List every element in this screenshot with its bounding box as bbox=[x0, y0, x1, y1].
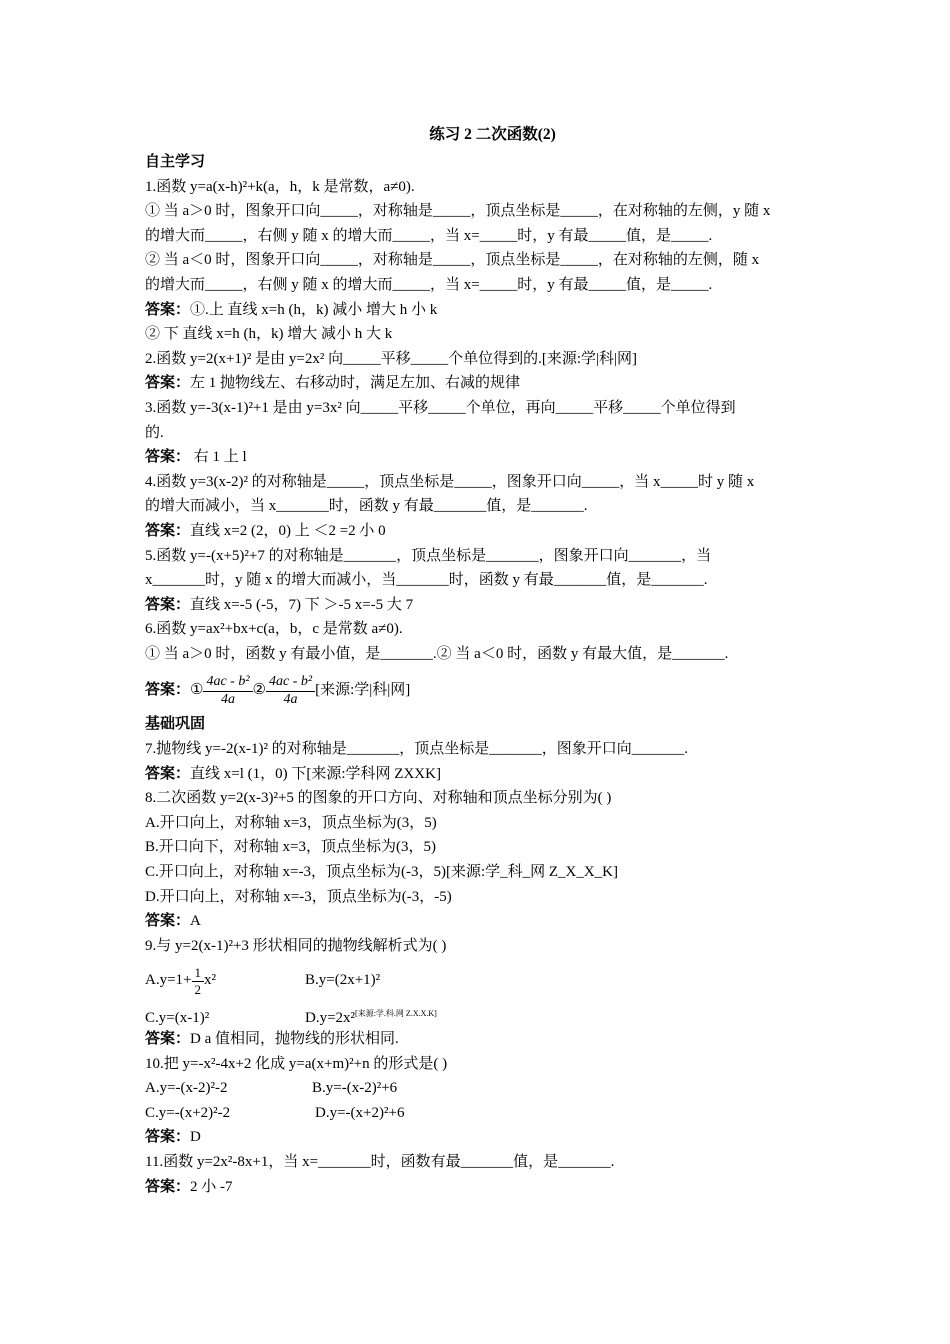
q10-options-cd bbox=[145, 1101, 810, 1126]
q1-case2-line1: ② 当 a＜0 时，图象开口向_____，对称轴是_____，顶点坐标是_____，在对称轴的左侧，随 x bbox=[145, 252, 760, 269]
answer-text: 直线 x=2 (2，0) 上 ＜2 =2 小 0 bbox=[190, 522, 386, 539]
q9-option-d: D.y=2x² bbox=[305, 1010, 356, 1027]
q9-source-note: [来源:学.科.网 Z.X.X.K] bbox=[355, 1009, 437, 1019]
answer-label: 答案： bbox=[145, 913, 191, 930]
q1-stem: 1.函数 y=a(x-h)²+k(a，h，k 是常数，a≠0). bbox=[145, 178, 415, 195]
answer-label: 答案： bbox=[145, 449, 191, 466]
circle-two: ② bbox=[252, 682, 266, 699]
fraction-numerator: 4ac - b² bbox=[266, 674, 315, 692]
q2-answer bbox=[145, 371, 810, 396]
answer-text: 直线 x=-5 (-5，7) 下 ＞-5 x=-5 大 7 bbox=[190, 596, 414, 613]
circle-one: ① bbox=[190, 682, 204, 699]
q9-options-cd bbox=[145, 1002, 810, 1027]
q5-stem-line2: x_______时，y 随 x 的增大而减小，当_______时，函数 y 有最_______值，是_______. bbox=[145, 572, 708, 589]
answer-label: 答案： bbox=[145, 596, 191, 613]
q10-option-d: D.y=-(x+2)²+6 bbox=[315, 1104, 405, 1121]
answer-text: 右 1 上 l bbox=[190, 449, 247, 466]
fraction-formula bbox=[203, 674, 252, 708]
answer-text: 左 1 抛物线左、右移动时，满足左加、右减的规律 bbox=[190, 375, 521, 392]
fraction-denominator: 4a bbox=[221, 692, 235, 708]
q10-stem: 10.把 y=-x²-4x+2 化成 y=a(x+m)²+n 的形式是( ) bbox=[145, 1055, 448, 1072]
q10-option-a: A.y=-(x-2)²-2 bbox=[145, 1080, 228, 1097]
q8-option-c: C.开口向上，对称轴 x=-3，顶点坐标为(-3，5)[来源:学_科_网 Z_X_X_K] bbox=[145, 864, 619, 881]
q1-case1-line1: ① 当 a＞0 时，图象开口向_____，对称轴是_____，顶点坐标是_____，在对称轴的左侧，y 随 x bbox=[145, 203, 771, 220]
answer-label: 答案： bbox=[145, 522, 191, 539]
q11-stem: 11.函数 y=2x²-8x+1，当 x=_______时，函数有最_______值，是_______. bbox=[145, 1153, 615, 1170]
q1-answer-1 bbox=[145, 298, 810, 323]
section-heading-basic: 基础巩固 bbox=[145, 716, 206, 733]
answer-label: 答案： bbox=[145, 301, 191, 318]
q1-case2-line2: 的增大而_____，右侧 y 随 x 的增大而_____，当 x=_____时，y 有最_____值，是_____. bbox=[145, 276, 713, 293]
q9-option-c: C.y=(x-1)² bbox=[145, 1010, 210, 1027]
q10-option-c: C.y=-(x+2)²-2 bbox=[145, 1104, 231, 1121]
q3-answer bbox=[145, 445, 810, 470]
fraction-numerator: 1 bbox=[192, 965, 205, 982]
q9-answer bbox=[145, 1027, 810, 1052]
option-a-suffix: x² bbox=[204, 972, 217, 989]
answer-label: 答案： bbox=[145, 765, 191, 782]
option-a-prefix: A.y=1+ bbox=[145, 972, 192, 989]
q10-answer bbox=[145, 1125, 810, 1150]
fraction-denominator: 2 bbox=[194, 981, 202, 997]
answer-text: 直线 x=l (1，0) 下[来源:学科网 ZXXK] bbox=[190, 765, 441, 782]
q8-option-d: D.开口向上，对称轴 x=-3，顶点坐标为(-3，-5) bbox=[145, 888, 452, 905]
answer-text: ①.上 直线 x=h (h，k) 减小 增大 h 小 k bbox=[190, 301, 438, 318]
fraction-numerator: 4ac - b² bbox=[203, 674, 252, 692]
source-note: [来源:学|科|网] bbox=[315, 682, 411, 699]
q8-option-b: B.开口向下，对称轴 x=3，顶点坐标为(3，5) bbox=[145, 839, 436, 856]
answer-label: 答案： bbox=[145, 375, 191, 392]
answer-text: 2 小 -7 bbox=[190, 1178, 233, 1195]
q9-option-a bbox=[145, 958, 305, 1002]
fraction-formula bbox=[266, 674, 315, 708]
answer-label: 答案： bbox=[145, 682, 191, 699]
q10-option-b: B.y=-(x-2)²+6 bbox=[312, 1080, 398, 1097]
answer-text: D a 值相同，抛物线的形状相同. bbox=[190, 1031, 399, 1047]
q2-stem: 2.函数 y=2(x+1)² 是由 y=2x² 向_____平移_____个单位得到的.[来源:学|科|网] bbox=[145, 350, 638, 367]
q9-stem: 9.与 y=2(x-1)²+3 形状相同的抛物线解析式为( ) bbox=[145, 937, 447, 954]
q5-stem-line1: 5.函数 y=-(x+5)²+7 的对称轴是_______，顶点坐标是_______，图象开口向_______，当 bbox=[145, 547, 712, 564]
q9-option-b: B.y=(2x+1)² bbox=[305, 972, 381, 989]
fraction-denominator: 4a bbox=[283, 692, 298, 708]
answer-label: 答案： bbox=[145, 1178, 191, 1195]
q6-answer bbox=[145, 668, 810, 712]
q1-answer-2: ② 下 直线 x=h (h，k) 增大 减小 h 大 k bbox=[145, 326, 393, 343]
answer-text: D bbox=[190, 1129, 201, 1146]
q3-stem-line1: 3.函数 y=-3(x-1)²+1 是由 y=3x² 向_____平移_____个单位，再向_____平移_____个单位得到 bbox=[145, 399, 736, 416]
q5-answer bbox=[145, 593, 810, 618]
answer-text: A bbox=[190, 913, 201, 930]
fraction-one-half bbox=[192, 965, 205, 997]
q7-stem: 7.抛物线 y=-2(x-1)² 的对称轴是_______，顶点坐标是_______，图象开口向_______. bbox=[145, 741, 688, 758]
q10-options-ab bbox=[145, 1076, 810, 1101]
worksheet bbox=[145, 124, 810, 1199]
q6-stem: 6.函数 y=ax²+bx+c(a，b，c 是常数 a≠0). bbox=[145, 621, 403, 638]
q1-case1-line2: 的增大而_____，右侧 y 随 x 的增大而_____，当 x=_____时，y 有最_____值，是_____. bbox=[145, 227, 713, 244]
section-heading-self-study: 自主学习 bbox=[145, 154, 206, 170]
q6-cases: ① 当 a＞0 时，函数 y 有最小值，是_______.② 当 a＜0 时，函数 y 有最大值，是_______. bbox=[145, 645, 729, 662]
q4-stem-line2: 的增大而减小，当 x_______时，函数 y 有最_______值，是_______. bbox=[145, 498, 588, 515]
q8-option-a: A.开口向上，对称轴 x=3，顶点坐标为(3，5) bbox=[145, 814, 437, 831]
q11-answer bbox=[145, 1175, 810, 1200]
q4-answer bbox=[145, 519, 810, 544]
q8-answer bbox=[145, 909, 810, 934]
answer-label: 答案： bbox=[145, 1129, 191, 1146]
q9-options-ab bbox=[145, 958, 810, 1002]
q4-stem-line1: 4.函数 y=3(x-2)² 的对称轴是_____，顶点坐标是_____，图象开口向_____，当 x_____时 y 随 x bbox=[145, 473, 755, 490]
answer-label: 答案： bbox=[145, 1031, 191, 1047]
page-title: 练习 2 二次函数(2) bbox=[429, 126, 556, 143]
q3-stem-line2: 的. bbox=[145, 424, 164, 441]
q7-answer bbox=[145, 762, 810, 787]
q8-stem: 8.二次函数 y=2(x-3)²+5 的图象的开口方向、对称轴和顶点坐标分别为( ) bbox=[145, 790, 612, 807]
